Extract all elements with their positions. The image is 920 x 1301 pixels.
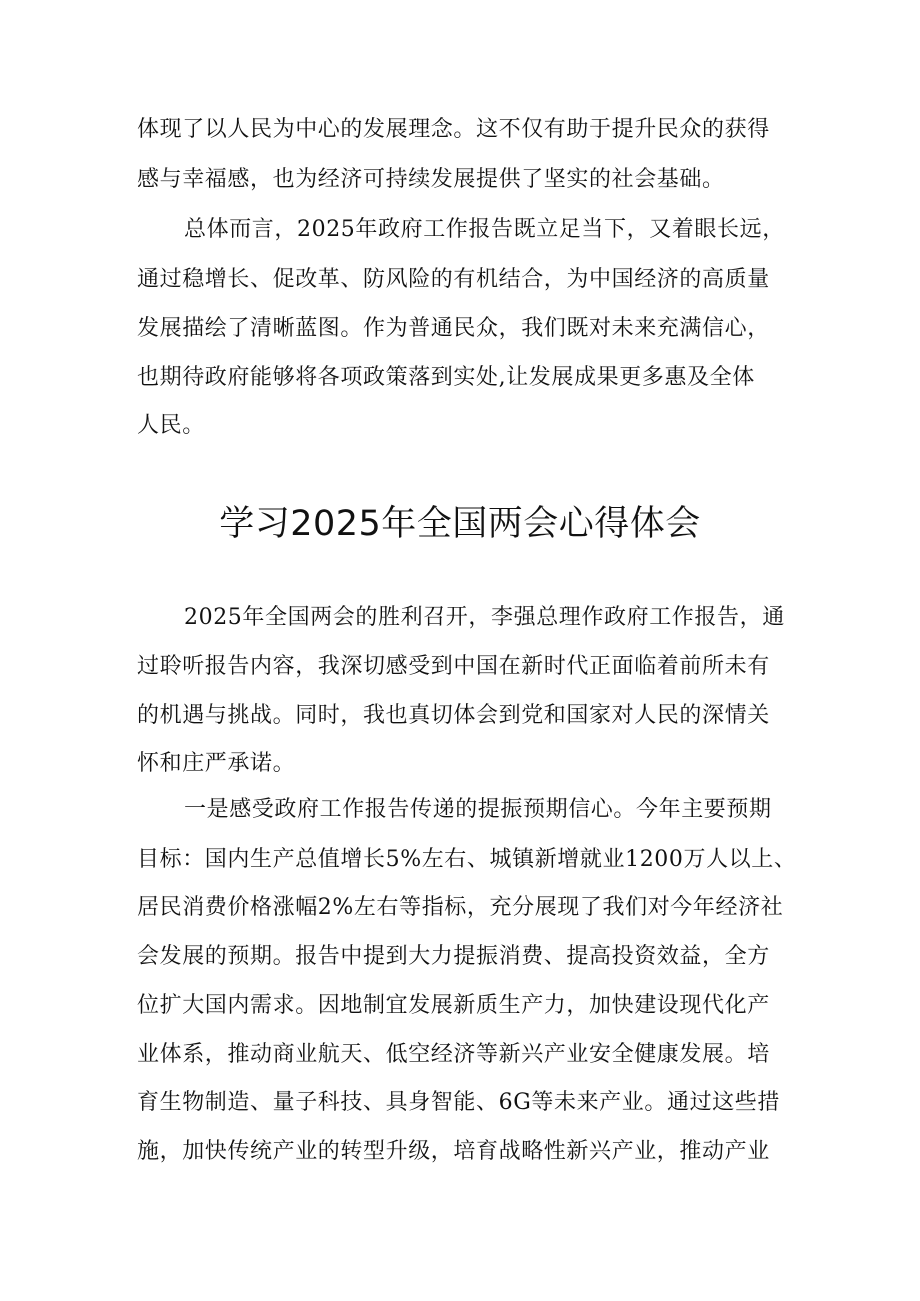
paragraph-line: 一是感受政府工作报告传递的提振预期信心。今年主要预期 — [184, 797, 772, 822]
paragraph-line: 怀和庄严承诺。 — [137, 751, 296, 776]
paragraph-line: 位扩大国内需求。因地制宜发展新质生产力，加快建设现代化产 — [137, 993, 770, 1018]
paragraph-line: 居民消费价格涨幅2%左右等指标，充分展现了我们对今年经济社 — [137, 895, 784, 920]
paragraph-line: 通过稳增长、促改革、防风险的有机结合，为中国经济的高质量 — [137, 267, 770, 292]
paragraph-line: 业体系，推动商业航天、低空经济等新兴产业安全健康发展。培 — [137, 1042, 770, 1067]
paragraph-line: 施，加快传统产业的转型升级，培育战略性新兴产业，推动产业 — [137, 1139, 770, 1164]
page-title: 学习2025年全国两会心得体会 — [219, 504, 701, 544]
paragraph-line: 总体而言，2025年政府工作报告既立足当下，又着眼长远， — [184, 217, 785, 242]
paragraph-line: 育生物制造、量子科技、具身智能、6G等未来产业。通过这些措 — [137, 1090, 780, 1115]
paragraph-line: 发展描绘了清晰蓝图。作为普通民众，我们既对未来充满信心， — [137, 316, 770, 341]
paragraph-line: 会发展的预期。报告中提到大力提振消费、提高投资效益，全方 — [137, 944, 770, 969]
paragraph-line: 目标：国内生产总值增长5%左右、城镇新增就业1200万人以上、 — [137, 847, 797, 872]
paragraph-line: 也期待政府能够将各项政策落到实处,让发展成果更多惠及全体 — [137, 365, 755, 390]
paragraph-line: 2025年全国两会的胜利召开，李强总理作政府工作报告，通 — [184, 605, 785, 630]
paragraph-line: 过聆听报告内容，我深切感受到中国在新时代正面临着前所未有 — [137, 654, 770, 679]
paragraph-line: 体现了以人民为中心的发展理念。这不仅有助于提升民众的获得 — [137, 117, 770, 142]
paragraph-line: 的机遇与挑战。同时，我也真切体会到党和国家对人民的深情关 — [137, 703, 770, 728]
paragraph-line: 人民。 — [137, 413, 205, 438]
paragraph-line: 感与幸福感，也为经济可持续发展提供了坚实的社会基础。 — [137, 167, 725, 192]
